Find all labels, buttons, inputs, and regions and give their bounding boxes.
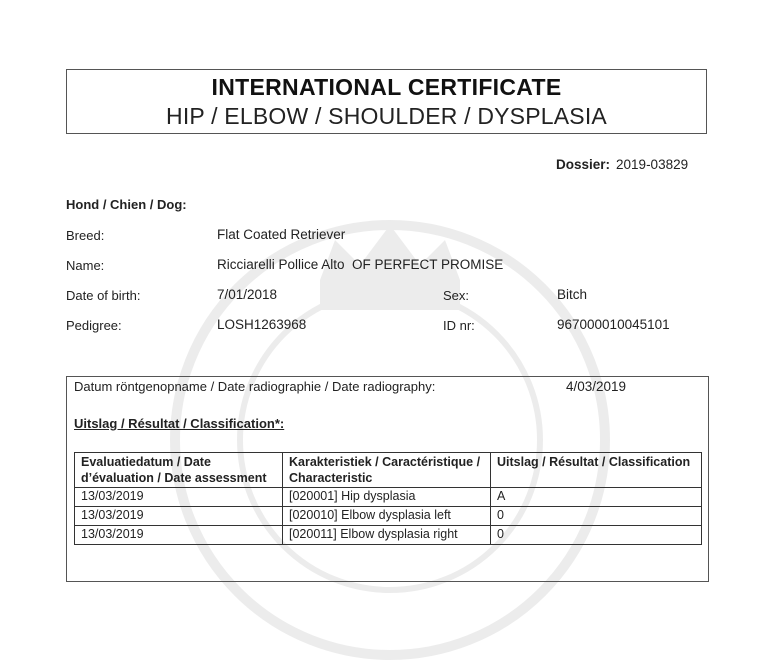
evaluation-date-cell: 13/03/2019 bbox=[75, 507, 283, 526]
column-header-classification: Uitslag / Résultat / Classification bbox=[491, 453, 702, 488]
dob-value: 7/01/2018 bbox=[217, 287, 278, 302]
column-header-evaluation-date: Evaluatiedatum / Date d’évaluation / Date assessment bbox=[75, 453, 283, 488]
table-header-row bbox=[75, 453, 702, 488]
radiography-date-value: 4/03/2019 bbox=[566, 379, 627, 394]
results-table bbox=[74, 452, 702, 545]
sex-value: Bitch bbox=[557, 287, 588, 302]
breed-label: Breed: bbox=[66, 228, 105, 243]
id-label: ID nr: bbox=[443, 318, 475, 333]
characteristic-cell: [020010] Elbow dysplasia left bbox=[283, 507, 491, 526]
dossier-label: Dossier: bbox=[556, 157, 611, 172]
pedigree-label: Pedigree: bbox=[66, 318, 122, 333]
dog-heading: Hond / Chien / Dog: bbox=[66, 197, 187, 212]
dossier-number bbox=[556, 157, 688, 172]
evaluation-date-cell: 13/03/2019 bbox=[75, 488, 283, 507]
classification-cell: 0 bbox=[491, 507, 702, 526]
title-box bbox=[66, 69, 707, 134]
classification-cell: A bbox=[491, 488, 702, 507]
pedigree-value: LOSH1263968 bbox=[217, 317, 307, 332]
evaluation-date-cell: 13/03/2019 bbox=[75, 526, 283, 545]
sex-label: Sex: bbox=[443, 288, 470, 303]
characteristic-cell: [020001] Hip dysplasia bbox=[283, 488, 491, 507]
column-header-characteristic: Karakteristiek / Caractéristique / Characteristic bbox=[283, 453, 491, 488]
classification-heading: Uitslag / Résultat / Classification*: bbox=[74, 416, 285, 431]
characteristic-cell: [020011] Elbow dysplasia right bbox=[283, 526, 491, 545]
results-box bbox=[66, 376, 709, 582]
breed-value: Flat Coated Retriever bbox=[217, 227, 346, 242]
id-value: 967000010045101 bbox=[557, 317, 670, 332]
certificate-title: INTERNATIONAL CERTIFICATE bbox=[211, 74, 562, 100]
table-row bbox=[75, 488, 702, 507]
table-row bbox=[75, 507, 702, 526]
dob-label: Date of birth: bbox=[66, 288, 141, 303]
table-row bbox=[75, 526, 702, 545]
classification-cell: 0 bbox=[491, 526, 702, 545]
certificate-subtitle: HIP / ELBOW / SHOULDER / DYSPLASIA bbox=[166, 103, 607, 129]
dossier-value: 2019-03829 bbox=[616, 157, 689, 172]
name-value: Ricciarelli Pollice Alto OF PERFECT PROMISE bbox=[217, 257, 504, 272]
radiography-date-label: Datum röntgenopname / Date radiographie / Date radiography: bbox=[74, 379, 436, 394]
name-label: Name: bbox=[66, 258, 105, 273]
